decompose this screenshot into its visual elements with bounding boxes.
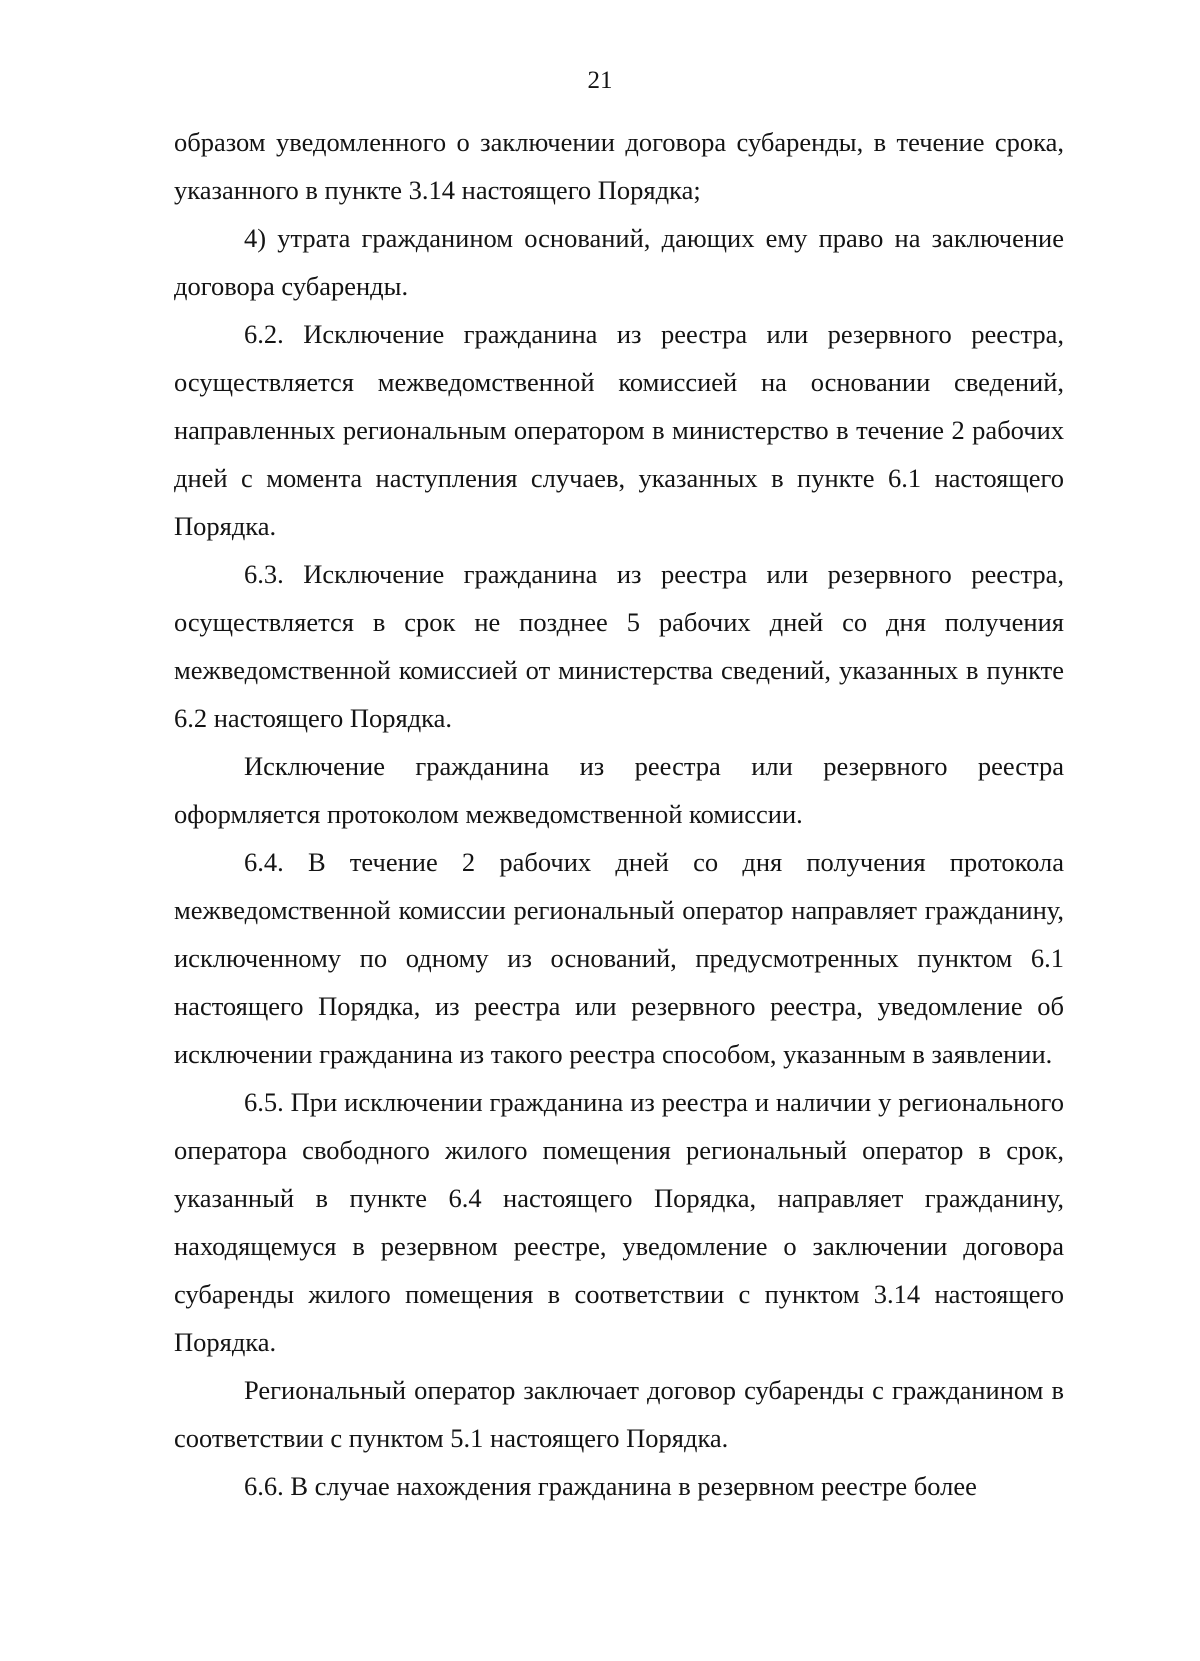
- document-body: [174, 118, 1064, 1510]
- paragraph-6-4: 6.4. В течение 2 рабочих дней со дня получения протокола межведомственной комиссии региональный оператор направляет гражданину, исключенному по одному из оснований, предусмотренных пунктом 6.1 настоящего Порядка, из реестра или резервного реестра, уведомление об исключении гражданина из такого реестра способом, указанным в заявлении.: [174, 847, 1064, 1069]
- paragraph-6-6: 6.6. В случае нахождения гражданина в резервном реестре более: [244, 1471, 977, 1501]
- paragraph-item-4: 4) утрата гражданином оснований, дающих ему право на заключение договора субаренды.: [174, 223, 1064, 301]
- paragraph-6-2: 6.2. Исключение гражданина из реестра или резервного реестра, осуществляется межведомственной комиссией на основании сведений, направленных региональным оператором в министерство в течение 2 рабочих дней с момента наступления случаев, указанных в пункте 6.1 настоящего Порядка.: [174, 319, 1064, 541]
- paragraph-continuation: образом уведомленного о заключении договора субаренды, в течение срока, указанного в пункте 3.14 настоящего Порядка;: [174, 127, 1064, 205]
- paragraph-6-3-protocol: Исключение гражданина из реестра или резервного реестра оформляется протоколом межведомственной комиссии.: [174, 751, 1064, 829]
- paragraph-6-5-contract: Региональный оператор заключает договор субаренды с гражданином в соответствии с пунктом 5.1 настоящего Порядка.: [174, 1375, 1064, 1453]
- paragraph-6-3: 6.3. Исключение гражданина из реестра или резервного реестра, осуществляется в срок не позднее 5 рабочих дней со дня получения межведомственной комиссией от министерства сведений, указанных в пункте 6.2 настоящего Порядка.: [174, 559, 1064, 733]
- page-number: 21: [587, 67, 613, 94]
- paragraph-6-5: 6.5. При исключении гражданина из реестра и наличии у регионального оператора свободного жилого помещения региональный оператор в срок, указанный в пункте 6.4 настоящего Порядка, направляет гражданину, находящемуся в резервном реестре, уведомление о заключении договора субаренды жилого помещения в соответствии с пунктом 3.14 настоящего Порядка.: [174, 1087, 1064, 1357]
